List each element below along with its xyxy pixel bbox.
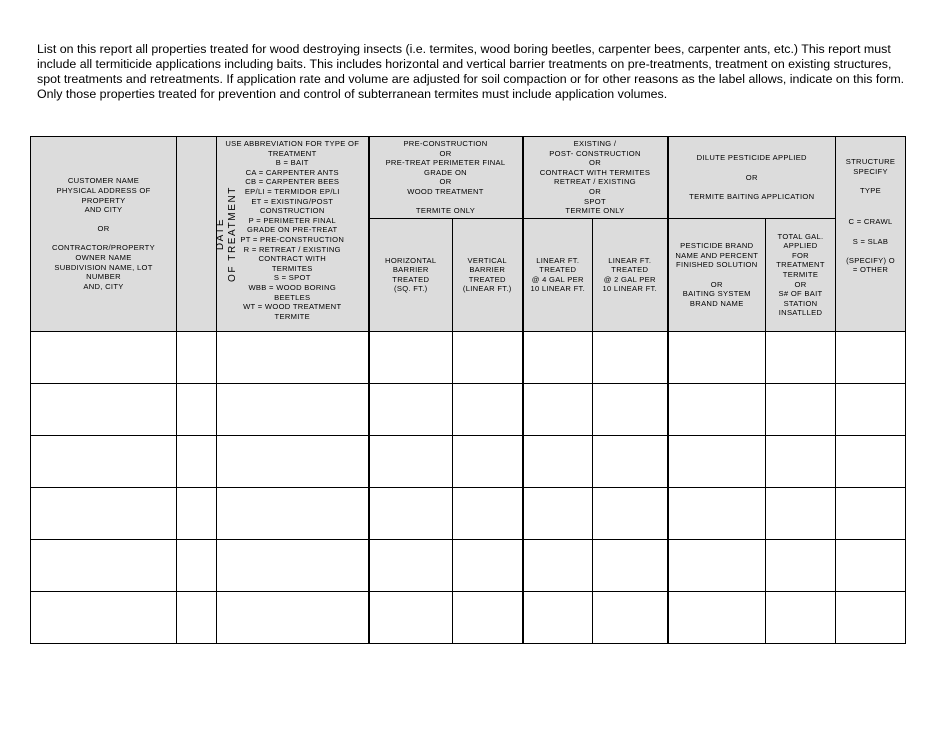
header-line: TERMITE bbox=[274, 311, 310, 321]
header-line: R = RETREAT / EXISTING bbox=[243, 244, 341, 254]
header-line bbox=[372, 197, 520, 207]
linear-4gal-cell[interactable] bbox=[523, 383, 593, 435]
header-line: LINEAR FT. bbox=[608, 255, 652, 265]
horizontal-barrier-cell[interactable] bbox=[369, 435, 453, 487]
header-line: PT = PRE-CONSTRUCTION bbox=[240, 234, 345, 244]
header-line: BARRIER bbox=[469, 265, 506, 275]
header-line: @ 4 GAL PER bbox=[531, 274, 584, 284]
vertical-barrier-cell[interactable] bbox=[453, 539, 523, 591]
total-gallons-cell[interactable] bbox=[766, 591, 836, 643]
linear-2gal-cell[interactable] bbox=[593, 331, 668, 383]
header-line: CA = CARPENTER ANTS bbox=[245, 167, 339, 177]
pesticide-brand-cell[interactable] bbox=[668, 539, 766, 591]
header-line: S = SLAB bbox=[852, 236, 889, 246]
header-line: TERMITE ONLY bbox=[565, 206, 625, 216]
linear-4gal-cell[interactable] bbox=[523, 331, 593, 383]
total-gallons-cell[interactable] bbox=[766, 331, 836, 383]
date-cell[interactable] bbox=[177, 435, 217, 487]
header-line: WT = WOOD TREATMENT bbox=[243, 302, 342, 312]
customer-cell[interactable] bbox=[31, 383, 177, 435]
linear-ft-4gal-header bbox=[523, 218, 593, 331]
vertical-barrier-cell[interactable] bbox=[453, 435, 523, 487]
linear-4gal-cell[interactable] bbox=[523, 539, 593, 591]
header-line: PRE-TREAT PERIMETER FINAL bbox=[385, 158, 506, 168]
header-line: RETREAT / EXISTING bbox=[554, 177, 636, 187]
header-line: OR bbox=[589, 186, 601, 196]
header-line: TOTAL GAL. bbox=[777, 231, 824, 241]
header-line: TERMITE BAITING APPLICATION bbox=[689, 191, 815, 201]
header-line bbox=[671, 270, 764, 280]
header-line: PRE-CONSTRUCTION bbox=[403, 139, 488, 148]
total-gallons-cell[interactable] bbox=[766, 487, 836, 539]
vertical-barrier-cell[interactable] bbox=[453, 331, 523, 383]
horizontal-barrier-cell[interactable] bbox=[369, 539, 453, 591]
header-line: PESTICIDE BRAND bbox=[680, 241, 754, 251]
header-line: CONTRACT WITH bbox=[258, 254, 326, 264]
header-line bbox=[33, 234, 174, 244]
header-line: DILUTE PESTICIDE APPLIED bbox=[696, 153, 807, 163]
header-line: TYPE bbox=[859, 185, 882, 195]
header-line: OR bbox=[439, 177, 452, 187]
vertical-barrier-cell[interactable] bbox=[453, 591, 523, 643]
header-line: INSATLLED bbox=[778, 308, 823, 318]
structure-type-cell[interactable] bbox=[836, 539, 906, 591]
header-line: OR bbox=[589, 158, 601, 168]
header-line: ET = EXISTING/POST bbox=[251, 196, 334, 206]
total-gallons-cell[interactable] bbox=[766, 383, 836, 435]
structure-type-cell[interactable] bbox=[836, 435, 906, 487]
date-cell[interactable] bbox=[177, 331, 217, 383]
table-row bbox=[31, 435, 906, 487]
header-line: P = PERIMETER FINAL bbox=[248, 215, 336, 225]
header-line: TREATED bbox=[392, 274, 430, 284]
header-line: OF TREATMENT bbox=[227, 185, 239, 282]
header-line: OR bbox=[439, 148, 452, 158]
header-line: TREATMENT bbox=[776, 260, 825, 270]
pesticide-brand-cell[interactable] bbox=[668, 435, 766, 487]
header-line: APPLIED bbox=[783, 241, 818, 251]
header-line: LINEAR FT. bbox=[536, 255, 580, 265]
header-line: @ 2 GAL PER bbox=[603, 274, 656, 284]
vertical-barrier-header bbox=[453, 218, 523, 331]
header-line: SPECIFY bbox=[853, 166, 888, 176]
table-row bbox=[31, 539, 906, 591]
header-line: TREATMENT bbox=[267, 148, 317, 158]
header-line: USE ABBREVIATION FOR TYPE OF bbox=[225, 139, 360, 148]
date-cell[interactable] bbox=[177, 383, 217, 435]
header-line: 10 LINEAR FT. bbox=[530, 284, 586, 294]
header-line: (LINEAR FT.) bbox=[462, 284, 512, 294]
existing-post-construction-header bbox=[523, 137, 668, 219]
abbreviation-cell[interactable] bbox=[217, 383, 369, 435]
customer-cell[interactable] bbox=[31, 539, 177, 591]
date-cell[interactable] bbox=[177, 591, 217, 643]
header-line: WOOD TREATMENT bbox=[407, 186, 484, 196]
header-line: TERMITES bbox=[271, 263, 313, 273]
structure-specify-label bbox=[838, 157, 903, 195]
header-line: VERTICAL bbox=[467, 255, 507, 265]
horizontal-barrier-cell[interactable] bbox=[369, 487, 453, 539]
header-line: SPOT bbox=[584, 196, 606, 206]
treatment-report-table bbox=[30, 136, 906, 644]
header-line: CONTRACT WITH TERMITES bbox=[539, 167, 651, 177]
horizontal-barrier-cell[interactable] bbox=[369, 331, 453, 383]
header-line: CONTRACTOR/PROPERTY bbox=[52, 243, 155, 253]
header-line: CONSTRUCTION bbox=[259, 206, 325, 216]
pesticide-brand-cell[interactable] bbox=[668, 487, 766, 539]
table-row bbox=[31, 383, 906, 435]
header-line: NUMBER bbox=[86, 272, 121, 282]
pesticide-brand-cell[interactable] bbox=[668, 331, 766, 383]
structure-type-header bbox=[836, 137, 906, 332]
header-line: PHYSICAL ADDRESS OF bbox=[56, 185, 151, 195]
header-line bbox=[838, 227, 903, 237]
header-line: AND, CITY bbox=[83, 281, 124, 291]
linear-4gal-cell[interactable] bbox=[523, 591, 593, 643]
date-of-treatment-header bbox=[177, 137, 239, 332]
linear-4gal-cell[interactable] bbox=[523, 487, 593, 539]
header-line: S = SPOT bbox=[273, 273, 311, 283]
total-gallons-cell[interactable] bbox=[766, 539, 836, 591]
header-line: OR bbox=[97, 224, 110, 234]
linear-2gal-cell[interactable] bbox=[593, 539, 668, 591]
header-line: OWNER NAME bbox=[75, 253, 132, 263]
table-row bbox=[31, 591, 906, 643]
date-cell[interactable] bbox=[177, 539, 217, 591]
horizontal-barrier-header bbox=[369, 218, 453, 331]
header-line bbox=[671, 182, 834, 192]
header-line: EP/LI = TERMIDOR EP/LI bbox=[244, 186, 340, 196]
linear-4gal-cell[interactable] bbox=[523, 435, 593, 487]
vertical-barrier-cell[interactable] bbox=[453, 487, 523, 539]
header-line: TERMITE bbox=[782, 269, 819, 279]
header-line: (SQ. FT.) bbox=[394, 284, 428, 294]
horizontal-barrier-cell[interactable] bbox=[369, 383, 453, 435]
header-line: OR bbox=[745, 172, 758, 182]
linear-ft-2gal-header bbox=[593, 218, 668, 331]
structure-type-cell[interactable] bbox=[836, 331, 906, 383]
header-line: S# OF BAIT bbox=[778, 289, 823, 299]
header-line: BEETLES bbox=[274, 292, 311, 302]
dilute-pesticide-header bbox=[668, 137, 836, 219]
total-gallons-cell[interactable] bbox=[766, 435, 836, 487]
vertical-barrier-cell[interactable] bbox=[453, 383, 523, 435]
header-line: OR bbox=[794, 279, 807, 289]
structure-type-cell[interactable] bbox=[836, 591, 906, 643]
header-line bbox=[838, 246, 903, 256]
pesticide-brand-header bbox=[668, 218, 766, 331]
header-line: TREATED bbox=[611, 265, 649, 275]
header-line: BAITING SYSTEM bbox=[682, 289, 751, 299]
header-line: TREATED bbox=[539, 265, 577, 275]
header-line bbox=[838, 176, 903, 186]
customer-cell[interactable] bbox=[31, 487, 177, 539]
header-line: PROPERTY bbox=[81, 195, 126, 205]
customer-cell[interactable] bbox=[31, 435, 177, 487]
abbreviation-cell[interactable] bbox=[217, 591, 369, 643]
pesticide-brand-cell[interactable] bbox=[668, 591, 766, 643]
customer-name-header bbox=[31, 137, 177, 332]
pre-construction-header bbox=[369, 137, 523, 219]
header-line bbox=[33, 215, 174, 225]
treatment-abbreviation-header bbox=[217, 137, 369, 332]
structure-type-cell[interactable] bbox=[836, 487, 906, 539]
header-line: CB = CARPENTER BEES bbox=[245, 177, 340, 187]
header-line: = OTHER bbox=[852, 265, 889, 275]
abbreviation-cell[interactable] bbox=[217, 487, 369, 539]
header-line: C = CRAWL bbox=[848, 217, 893, 227]
header-line: TERMITE ONLY bbox=[415, 206, 476, 216]
abbreviation-cell[interactable] bbox=[217, 331, 369, 383]
header-line: CUSTOMER NAME bbox=[67, 176, 140, 186]
header-line: HORIZONTAL bbox=[385, 255, 437, 265]
linear-2gal-cell[interactable] bbox=[593, 435, 668, 487]
header-line: AND CITY bbox=[84, 205, 123, 215]
linear-2gal-cell[interactable] bbox=[593, 383, 668, 435]
pesticide-brand-cell[interactable] bbox=[668, 383, 766, 435]
customer-cell[interactable] bbox=[31, 331, 177, 383]
header-line: GRADE ON PRE-TREAT bbox=[247, 225, 338, 235]
structure-type-legend bbox=[838, 217, 903, 275]
horizontal-barrier-cell[interactable] bbox=[369, 591, 453, 643]
table-row bbox=[31, 487, 906, 539]
header-line: B = BAIT bbox=[275, 158, 309, 168]
header-line: SUBDIVISION NAME, LOT bbox=[54, 262, 153, 272]
date-of-treatment-label bbox=[215, 186, 239, 282]
header-line: GRADE ON bbox=[424, 167, 467, 177]
header-line: FOR bbox=[792, 250, 809, 260]
header-line: BRAND NAME bbox=[689, 298, 744, 308]
header-line: BARRIER bbox=[392, 265, 429, 275]
linear-2gal-cell[interactable] bbox=[593, 487, 668, 539]
header-line: FINISHED SOLUTION bbox=[676, 260, 758, 270]
table-row bbox=[31, 331, 906, 383]
header-line: (SPECIFY) O bbox=[846, 255, 895, 265]
header-line: STRUCTURE bbox=[845, 157, 896, 166]
header-line bbox=[671, 163, 834, 173]
header-line: STATION bbox=[783, 298, 818, 308]
report-instructions: List on this report all properties treated for wood destroying insects (i.e. termites, wood boring beetles, carpenter bees, carpenter ants, etc.) This report must include all termiticide applications including baits. This includes horizontal and vertical barrier treatments on pre-treatments, treatment on existing structures, spot treatments and retreatments. If application rate and volume are adjusted for soil compaction or for other reasons as the label allows, indicate on this form. Only those properties treated for prevention and control of subterranean termites must include application volumes. bbox=[37, 42, 905, 101]
structure-type-cell[interactable] bbox=[836, 383, 906, 435]
linear-2gal-cell[interactable] bbox=[593, 591, 668, 643]
customer-cell[interactable] bbox=[31, 591, 177, 643]
total-gallons-header bbox=[766, 218, 836, 331]
abbreviation-cell[interactable] bbox=[217, 435, 369, 487]
header-line: POST- CONSTRUCTION bbox=[549, 148, 641, 158]
report-rows bbox=[31, 331, 906, 643]
abbreviation-cell[interactable] bbox=[217, 539, 369, 591]
date-cell[interactable] bbox=[177, 487, 217, 539]
header-line: NAME AND PERCENT bbox=[675, 250, 759, 260]
header-line: OR bbox=[710, 279, 723, 289]
header-line: DATE bbox=[215, 217, 227, 251]
header-line: TREATED bbox=[468, 274, 506, 284]
header-line: 10 LINEAR FT. bbox=[602, 284, 658, 294]
header-line: EXISTING / bbox=[573, 139, 617, 148]
header-line: WBB = WOOD BORING bbox=[248, 282, 337, 292]
